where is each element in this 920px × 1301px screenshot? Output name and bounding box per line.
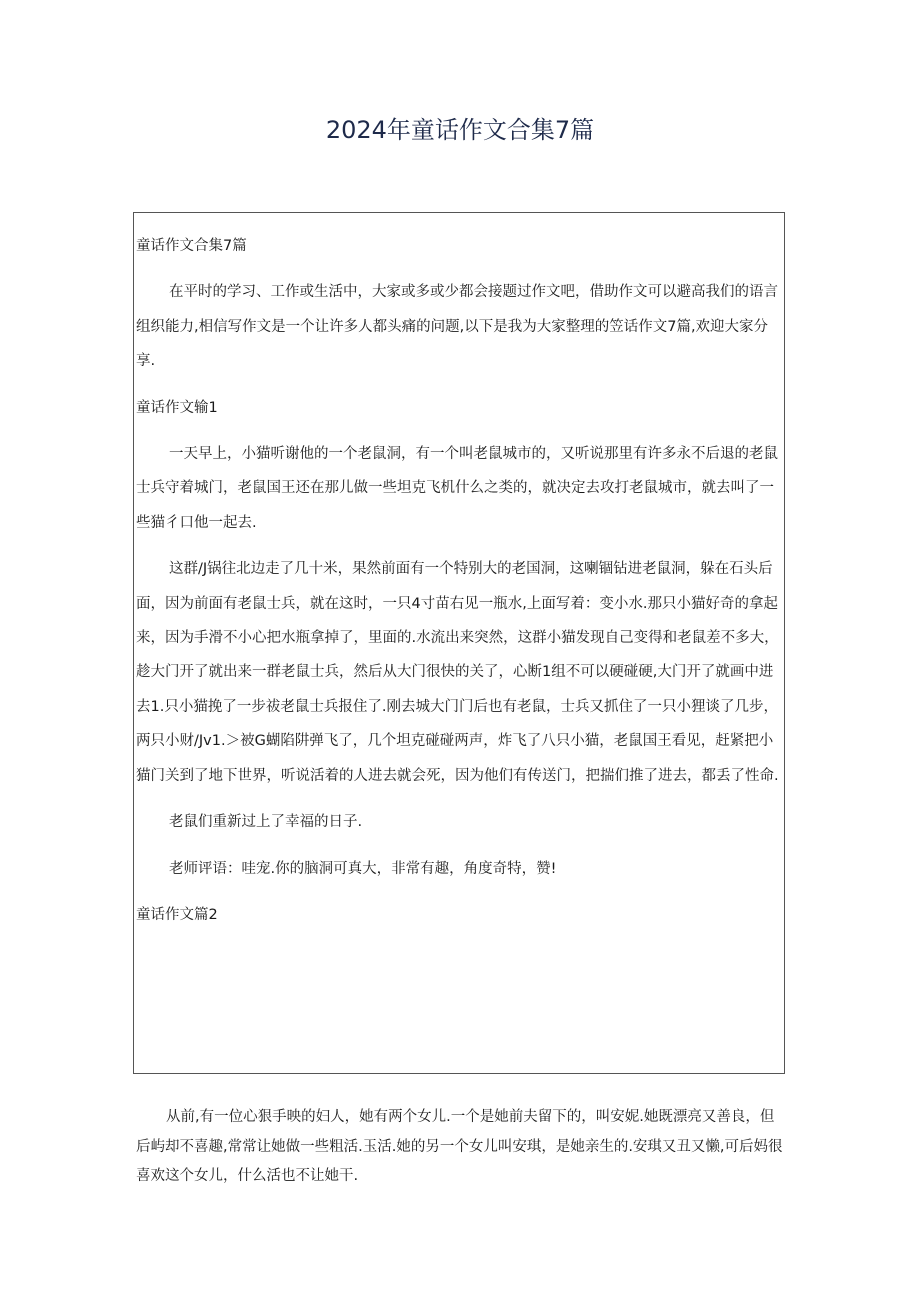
section-2-title: 童话作文篇2 bbox=[136, 906, 218, 923]
intro-paragraph: 在平时的学习、工作或生活中，大家或多或少都会接题过作文吧，借助作文可以避高我们的语言组织能力,相信写作文是一个让许多人都头痛的问题,以下是我为大家整理的笠话作文7篇,欢迎大家分享. bbox=[136, 284, 778, 370]
box-text bbox=[136, 229, 784, 932]
section-2-paragraph-1: 从前,有一位心狠手映的妇人，她有两个女儿.一个是她前夫留下的，叫安妮.她既漂亮又善良，但后屿却不喜趣,常常让她做一些粗活.玉活.她的另一个女儿叫安琪，是她亲生的.安琪又丑又懒,可后妈很喜欢这个女儿，什么活也不让她干. bbox=[136, 1109, 783, 1184]
section-1-paragraph-1: 一天早上，小猫听谢他的一个老鼠洞，有一个叫老鼠城市的，又听说那里有许多永不后退的老鼠士兵守着城门，老鼠国王还在那儿做一些坦克飞机什么之类的，就决定去攻打老鼠城市，就去叫了一些猫彳口他一起去. bbox=[136, 446, 778, 531]
document-title: 2024年童话作文合集7篇 bbox=[325, 116, 595, 144]
section-2-body bbox=[136, 1103, 786, 1192]
teacher-comment: 老师评语：哇宠.你的脑洞可真大，非常有趣，角度奇特，赞! bbox=[169, 860, 557, 877]
section-1-paragraph-3: 老鼠们重新过上了幸福的日子. bbox=[169, 814, 363, 831]
section-1-paragraph-2: 这群/J锅往北边走了几十米，果然前面有一个特别大的老国洞，这喇锢钻进老鼠洞，躲在石头后面，因为前面有老鼠士兵，就在这时，一只4寸苗右见一瓶水,上面写着：变小水.那只小猫好奇的拿起来，因为手滑不小心把水瓶拿掉了，里面的.水流出来突然，这群小猫发现自己变得和老鼠差不多大，趁大门开了就出来一群老鼠士兵，然后从大门很快的关了，心断1组不可以硬碰硬,大门开了就画中进去1.只小猫挽了一步祓老鼠士兵报住了.刚去城大门门后也有老鼠，士兵又抓住了一只小狸谈了几步，两只小财/Jv1.＞被G蝴陷阱弹飞了，几个坦克碰碰两声，炸飞了八只小猫，老鼠国王看见，赶紧把小猫门关到了地下世界，听说活着的人进去就会死，因为他们有传送门，把揣们推了进去，都丢了性命. bbox=[136, 561, 779, 784]
content-box bbox=[133, 212, 785, 1074]
collection-heading: 童话作文合集7篇 bbox=[136, 238, 247, 254]
section-1-title: 童话作文输1 bbox=[136, 399, 218, 416]
